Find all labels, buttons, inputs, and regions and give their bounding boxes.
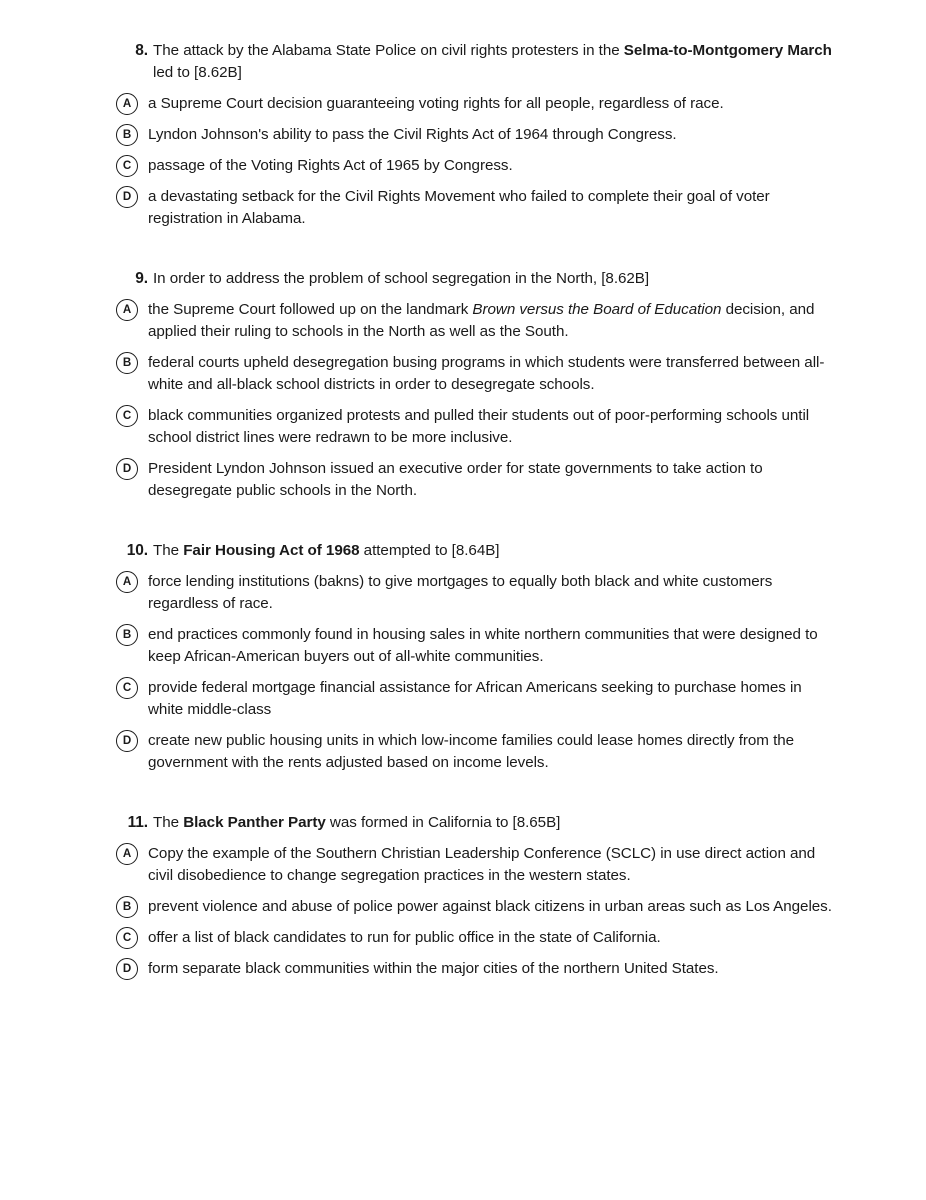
answer-option[interactable]	[116, 299, 836, 343]
question-stem-row	[116, 812, 836, 834]
option-letter-circle[interactable]: B	[116, 124, 138, 146]
answer-option[interactable]	[116, 571, 836, 615]
option-text[interactable]: passage of the Voting Rights Act of 1965 by Congress.	[148, 157, 513, 174]
option-letter-circle[interactable]: B	[116, 352, 138, 374]
question-block	[116, 812, 836, 980]
option-letter-circle[interactable]: D	[116, 958, 138, 980]
option-text[interactable]: create new public housing units in which low-income families could lease homes directly from the government with the rents adjusted based on income levels.	[148, 732, 795, 771]
answer-option[interactable]	[116, 730, 836, 774]
answer-option[interactable]	[116, 352, 836, 396]
answer-option[interactable]	[116, 458, 836, 502]
answer-option[interactable]	[116, 896, 836, 918]
option-letter-circle[interactable]: A	[116, 843, 138, 865]
option-letter-circle[interactable]: A	[116, 299, 138, 321]
question-stem-text: In order to address the problem of school segregation in the North, [8.62B]	[153, 270, 650, 287]
question-stem-text: The attack by the Alabama State Police on civil rights protesters in the Selma-to-Montgomery March led to [8.62B]	[153, 42, 832, 81]
question-stem-text: The Black Panther Party was formed in California to [8.65B]	[153, 814, 561, 831]
option-letter-circle[interactable]: B	[116, 624, 138, 646]
option-letter-circle[interactable]: D	[116, 186, 138, 208]
question-number: 8.	[135, 42, 148, 59]
question-stem-row	[116, 40, 836, 84]
answer-option[interactable]	[116, 927, 836, 949]
option-text[interactable]: federal courts upheld desegregation busing programs in which students were transferred between all-white and all-black school districts in order to desegregate schools.	[148, 354, 825, 393]
question-stem-text: The Fair Housing Act of 1968 attempted to [8.64B]	[153, 542, 500, 559]
answer-option[interactable]	[116, 405, 836, 449]
option-letter-circle[interactable]: A	[116, 571, 138, 593]
answer-option[interactable]	[116, 843, 836, 887]
option-text[interactable]: form separate black communities within the major cities of the northern United States.	[148, 960, 719, 977]
question-block	[116, 40, 836, 230]
option-text[interactable]: provide federal mortgage financial assistance for African Americans seeking to purchase homes in white middle-class	[148, 679, 802, 718]
option-text[interactable]: the Supreme Court followed up on the landmark Brown versus the Board of Education decision, and applied their ruling to schools in the North as well as the South.	[148, 301, 815, 340]
answer-option[interactable]	[116, 624, 836, 668]
option-text[interactable]: a devastating setback for the Civil Rights Movement who failed to complete their goal of voter registration in Alabama.	[148, 188, 770, 227]
question-block	[116, 268, 836, 502]
option-letter-circle[interactable]: D	[116, 458, 138, 480]
option-letter-circle[interactable]: C	[116, 155, 138, 177]
option-letter-circle[interactable]: C	[116, 405, 138, 427]
question-number: 11.	[127, 814, 148, 831]
answer-option[interactable]	[116, 93, 836, 115]
answer-option[interactable]	[116, 124, 836, 146]
option-letter-circle[interactable]: C	[116, 927, 138, 949]
answer-option[interactable]	[116, 155, 836, 177]
option-text[interactable]: a Supreme Court decision guaranteeing voting rights for all people, regardless of race.	[148, 95, 724, 112]
option-letter-circle[interactable]: C	[116, 677, 138, 699]
questions-container	[116, 40, 836, 980]
answer-option[interactable]	[116, 677, 836, 721]
option-text[interactable]: black communities organized protests and pulled their students out of poor-performing schools until school district lines were redrawn to be more inclusive.	[148, 407, 810, 446]
option-text[interactable]: President Lyndon Johnson issued an executive order for state governments to take action to desegregate public schools in the North.	[148, 460, 763, 499]
option-text[interactable]: Copy the example of the Southern Christian Leadership Conference (SCLC) in use direct action and civil disobedience to change segregation practices in the western states.	[148, 845, 816, 884]
option-text[interactable]: force lending institutions (bakns) to give mortgages to equally both black and white customers regardless of race.	[148, 573, 773, 612]
option-letter-circle[interactable]: D	[116, 730, 138, 752]
question-number: 10.	[126, 542, 148, 559]
option-text[interactable]: Lyndon Johnson's ability to pass the Civil Rights Act of 1964 through Congress.	[148, 126, 677, 143]
question-stem-row	[116, 268, 836, 290]
option-text[interactable]: offer a list of black candidates to run for public office in the state of California.	[148, 929, 661, 946]
option-letter-circle[interactable]: A	[116, 93, 138, 115]
option-text[interactable]: end practices commonly found in housing sales in white northern communities that were designed to keep African-American buyers out of all-white communities.	[148, 626, 818, 665]
question-stem-row	[116, 540, 836, 562]
question-number: 9.	[135, 270, 148, 287]
question-block	[116, 540, 836, 774]
answer-option[interactable]	[116, 186, 836, 230]
option-text[interactable]: prevent violence and abuse of police power against black citizens in urban areas such as Los Angeles.	[148, 898, 832, 915]
answer-option[interactable]	[116, 958, 836, 980]
option-letter-circle[interactable]: B	[116, 896, 138, 918]
